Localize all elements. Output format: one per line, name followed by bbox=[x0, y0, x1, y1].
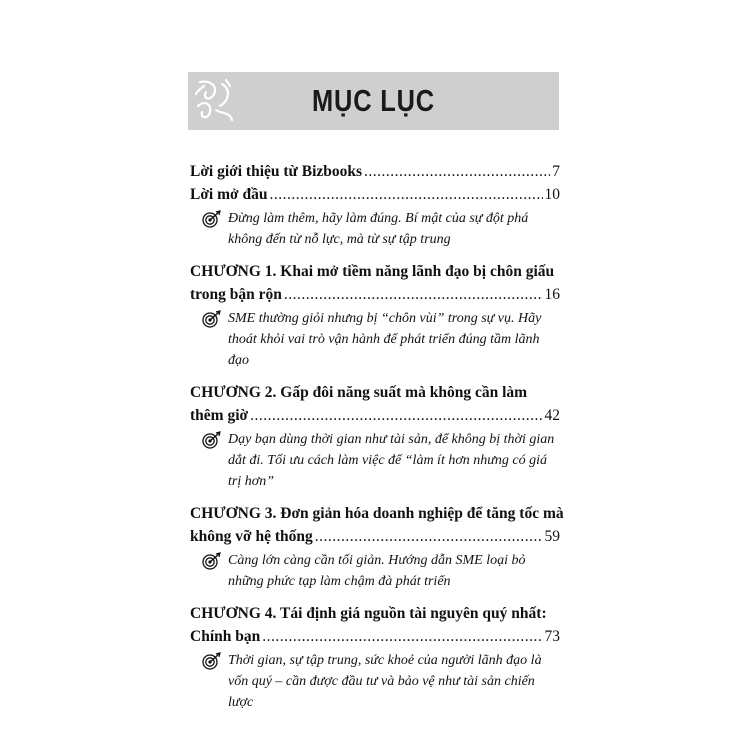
dot-leader bbox=[262, 625, 542, 648]
toc-entry-page: 10 bbox=[544, 186, 560, 203]
dot-leader bbox=[269, 183, 542, 206]
toc-entry-chapter-2 bbox=[190, 404, 560, 427]
dot-leader bbox=[364, 160, 550, 183]
toc-entry-title: trong bận rộn bbox=[190, 286, 282, 303]
toc-entry-page: 7 bbox=[552, 163, 560, 180]
toc-entry-page: 59 bbox=[544, 528, 560, 545]
toc-entry-title: Chính bạn bbox=[190, 628, 261, 645]
toc-entry-chapter-1 bbox=[190, 283, 560, 306]
toc-entry-page: 42 bbox=[544, 407, 560, 424]
toc-entry-title: thêm giờ bbox=[190, 407, 249, 424]
toc-entry-page: 73 bbox=[544, 628, 560, 645]
toc-entry-title: không vỡ hệ thống bbox=[190, 528, 313, 545]
toc-entry-preface bbox=[190, 183, 560, 206]
toc-entry-description: SME thường giỏi nhưng bị “chôn vùi” trong sự vụ. Hãy thoát khỏi vai trò vận hành để phát triển đúng tầm lãnh đạo bbox=[190, 308, 560, 371]
toc-entry-chapter-3-title: CHƯƠNG 3. Đơn giản hóa doanh nghiệp để tăng tốc mà bbox=[190, 505, 564, 522]
toc-entry-chapter-4-title: CHƯƠNG 4. Tái định giá nguồn tài nguyên quý nhất: bbox=[190, 605, 547, 622]
target-arrow-icon bbox=[202, 552, 222, 570]
toc-entry-title: Lời giới thiệu từ Bizbooks bbox=[190, 163, 363, 180]
page-title: MỤC LỤC bbox=[312, 83, 435, 118]
toc-entry-chapter-2-title: CHƯƠNG 2. Gấp đôi năng suất mà không cần làm bbox=[190, 384, 528, 401]
toc-entry-description: Càng lớn càng cần tối giản. Hướng dẫn SME loại bỏ những phức tạp làm chậm đà phát triển bbox=[190, 550, 560, 592]
toc-entry-chapter-3 bbox=[190, 525, 560, 548]
dot-leader bbox=[250, 404, 542, 427]
table-of-contents bbox=[190, 160, 564, 713]
toc-entry-title: Lời mở đầu bbox=[190, 186, 268, 203]
target-arrow-icon bbox=[202, 210, 222, 228]
dot-leader bbox=[315, 525, 543, 548]
dot-leader bbox=[284, 283, 543, 306]
toc-entry-chapter-4 bbox=[190, 625, 560, 648]
target-arrow-icon bbox=[202, 310, 222, 328]
toc-entry-intro-bizbooks bbox=[190, 160, 560, 183]
target-arrow-icon bbox=[202, 431, 222, 449]
toc-entry-chapter-1-title: CHƯƠNG 1. Khai mở tiềm năng lãnh đạo bị chôn giấu bbox=[190, 263, 555, 280]
toc-entry-description: Đừng làm thêm, hãy làm đúng. Bí mật của sự đột phá không đến từ nỗ lực, mà từ sự tập trung bbox=[190, 208, 560, 250]
toc-entry-description: Thời gian, sự tập trung, sức khoẻ của người lãnh đạo là vốn quý – cần được đầu tư và bảo vệ như tài sản chiến lược bbox=[190, 650, 560, 713]
toc-entry-description: Dạy bạn dùng thời gian như tài sản, để không bị thời gian dắt đi. Tối ưu cách làm việc để “làm ít hơn nhưng có giá trị hơn” bbox=[190, 429, 560, 492]
toc-header bbox=[188, 72, 559, 130]
toc-entry-page: 16 bbox=[544, 286, 560, 303]
target-arrow-icon bbox=[202, 652, 222, 670]
